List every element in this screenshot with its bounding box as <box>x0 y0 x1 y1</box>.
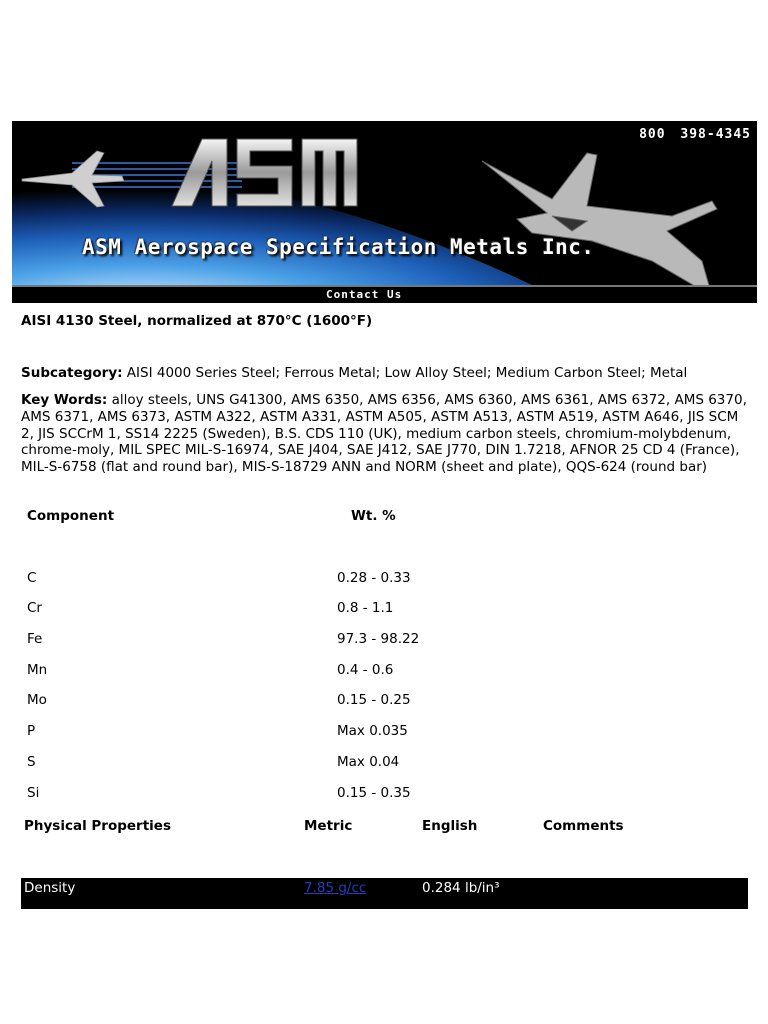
subcategory <box>21 365 751 381</box>
page-title: AISI 4130 Steel, normalized at 870°C (1600°F) <box>21 313 373 329</box>
component-cell: C <box>27 570 37 586</box>
weight-cell: Max 0.04 <box>337 754 400 770</box>
subcategory-label: Subcategory: <box>21 365 123 381</box>
table-row <box>0 692 768 712</box>
table-row <box>0 723 768 743</box>
weight-cell: 0.15 - 0.35 <box>337 785 411 801</box>
component-cell: Cr <box>27 600 42 616</box>
component-cell: S <box>27 754 36 770</box>
comments-header: Comments <box>543 818 624 834</box>
weight-cell: 0.4 - 0.6 <box>337 662 394 678</box>
component-cell: P <box>27 723 36 739</box>
subcategory-value: AISI 4000 Series Steel; Ferrous Metal; Low Alloy Steel; Medium Carbon Steel; Metal <box>122 365 688 381</box>
english-header: English <box>422 818 478 834</box>
phone-number: 800 398-4345 <box>639 127 751 142</box>
density-label: Density <box>24 880 76 896</box>
component-cell: Mo <box>27 692 47 708</box>
metric-header: Metric <box>304 818 353 834</box>
physical-properties-header: Physical Properties <box>24 818 171 834</box>
keywords-value: alloy steels, UNS G41300, AMS 6350, AMS 6356, AMS 6360, AMS 6361, AMS 6372, AMS 6370, AMS 6371, AMS 6373, ASTM A322, ASTM A331, ASTM A505, ASTM A513, ASTM A519, ASTM A646, JIS SCM 2, JIS SCCrM 1, SS14 2225 (Sweden), B.S. CDS 110 (UK), medium carbon steels, chromium-molybdenum, chrome-moly, MIL SPEC MIL-S-16974, SAE J404, SAE J412, SAE J770, DIN 1.7218, AFNOR 25 CD 4 (France), MIL-S-6758 (flat and round bar), MIS-S-18729 ANN and NORM (sheet and plate), QQS-624 (round bar) <box>21 392 747 476</box>
contact-us-link[interactable]: Contact Us <box>326 288 403 301</box>
weight-cell: 0.15 - 0.25 <box>337 692 411 708</box>
weight-cell: 0.8 - 1.1 <box>337 600 394 616</box>
table-row <box>0 754 768 774</box>
table-row <box>0 662 768 682</box>
table-row <box>0 785 768 805</box>
weight-cell: 0.28 - 0.33 <box>337 570 411 586</box>
component-cell: Mn <box>27 662 48 678</box>
company-name: ASM Aerospace Specification Metals Inc. <box>82 235 595 259</box>
contact-bar <box>12 285 757 303</box>
density-row <box>21 878 748 909</box>
banner-artwork <box>12 121 757 285</box>
table-row <box>0 570 768 590</box>
keywords-label: Key Words: <box>21 392 108 408</box>
component-cell: Si <box>27 785 40 801</box>
header-banner <box>12 121 757 303</box>
density-metric-link[interactable]: 7.85 g/cc <box>304 880 367 896</box>
weight-cell: 97.3 - 98.22 <box>337 631 420 647</box>
keywords <box>21 392 751 476</box>
component-cell: Fe <box>27 631 43 647</box>
table-row <box>0 631 768 651</box>
table-row <box>0 600 768 620</box>
weight-cell: Max 0.035 <box>337 723 408 739</box>
density-english: 0.284 lb/in³ <box>422 880 500 896</box>
component-header: Component <box>27 508 115 524</box>
weight-header: Wt. % <box>351 508 396 524</box>
